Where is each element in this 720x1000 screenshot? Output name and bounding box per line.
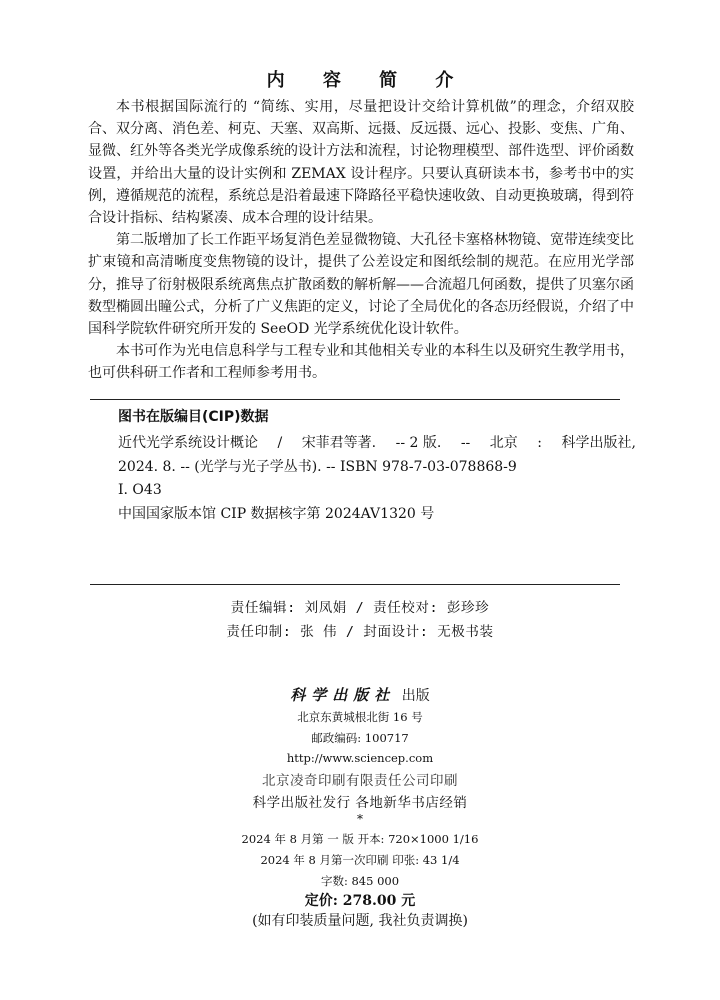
- intro-paragraph: 第二版增加了长工作距平场复消色差显微物镜、大孔径卡塞格林物镜、宽带连续变比扩束镜和高清晰度变焦物镜的设计，提供了公差设定和图纸绘制的规范。在应用光学部分，推导了衍射极限系统离焦点扩散函数的解析解——合流超几何函数，提供了贝塞尔函数型椭圆出瞳公式，分析了广义焦距的定义，讨论了全局优化的各态历经假说，介绍了中国科学院软件研究所开发的 SeeOD 光学系统优化设计软件。: [88, 232, 634, 338]
- cip-part: 北京: [489, 435, 518, 451]
- quality-note: (如有印装质量问题, 我社负责调换): [252, 913, 468, 929]
- publisher-address: 北京东黄城根北街 16 号: [297, 710, 423, 724]
- page-title: 内 容 简 介: [266, 70, 470, 91]
- publisher-line: [0, 684, 720, 705]
- top-divider: [90, 399, 620, 400]
- edition-info: 2024 年 8 月第 一 版 开本: 720×1000 1/16: [241, 832, 479, 846]
- credits: [0, 596, 720, 644]
- bottom-divider: [90, 584, 620, 585]
- printer: 北京凌奇印刷有限责任公司印刷: [262, 773, 458, 789]
- cip-line-title: [118, 432, 636, 456]
- printing-info: 2024 年 8 月第一次印刷 印张: 43 1/4: [260, 853, 460, 867]
- distribution: 科学出版社发行 各地新华书店经销: [252, 795, 468, 811]
- publisher-url: http://www.sciencep.com: [286, 751, 434, 765]
- cip-heading: 图书在版编目(CIP)数据: [118, 409, 269, 425]
- publisher-name: 科学出版社: [290, 686, 396, 704]
- word-count: 字数: 845 000: [320, 874, 400, 888]
- cip-part: 科学出版社,: [561, 435, 636, 451]
- credits-editors: 责任编辑: 刘凤娟 / 责任校对: 彭珍珍: [230, 600, 490, 616]
- cip-line-classification: I. O43: [118, 482, 162, 498]
- cip-record: [118, 432, 636, 526]
- cip-part: --: [460, 435, 471, 451]
- cip-part: :: [537, 435, 542, 451]
- cip-part: -- 2 版.: [395, 435, 442, 451]
- cip-part: /: [277, 435, 283, 451]
- cip-line-record-number: 中国国家版本馆 CIP 数据核字第 2024AV1320 号: [118, 505, 435, 522]
- separator-star: *: [357, 812, 363, 826]
- publish-suffix: 出版: [401, 688, 430, 704]
- cip-part: 近代光学系统设计概论: [118, 435, 258, 451]
- postal-code: 邮政编码: 100717: [311, 731, 409, 745]
- credits-production: 责任印制: 张 伟 / 封面设计: 无极书装: [226, 624, 494, 640]
- intro-paragraph: 本书根据国际流行的 “简练、实用，尽量把设计交给计算机做”的理念，介绍双胶合、双分离、消色差、柯克、天塞、双高斯、远摄、反远摄、远心、投影、变焦、广角、显微、红外等各类光学成像系统的设计方法和流程，讨论物理模型、部件选型、评价函数设置，并给出大量的设计实例和 ZEMAX 设计程序。只要认真研读本书，参考书中的实例，遵循规范的流程，系统总是沿着最速下降路径平稳快速收敛、自动更换玻璃，得到符合设计指标、结构紧凑、成本合理的设计结果。: [88, 99, 634, 227]
- intro-paragraph: 本书可作为光电信息科学与工程专业和其他相关专业的本科生以及研究生教学用书，也可供科研工作者和工程师参考用书。: [88, 343, 634, 382]
- price: 定价: 278.00 元: [304, 893, 416, 909]
- cip-part: 宋菲君等著.: [301, 435, 377, 451]
- intro-text: [88, 96, 634, 385]
- cip-line-isbn: 2024. 8. -- (光学与光子学丛书). -- ISBN 978-7-03-078868-9: [118, 458, 517, 475]
